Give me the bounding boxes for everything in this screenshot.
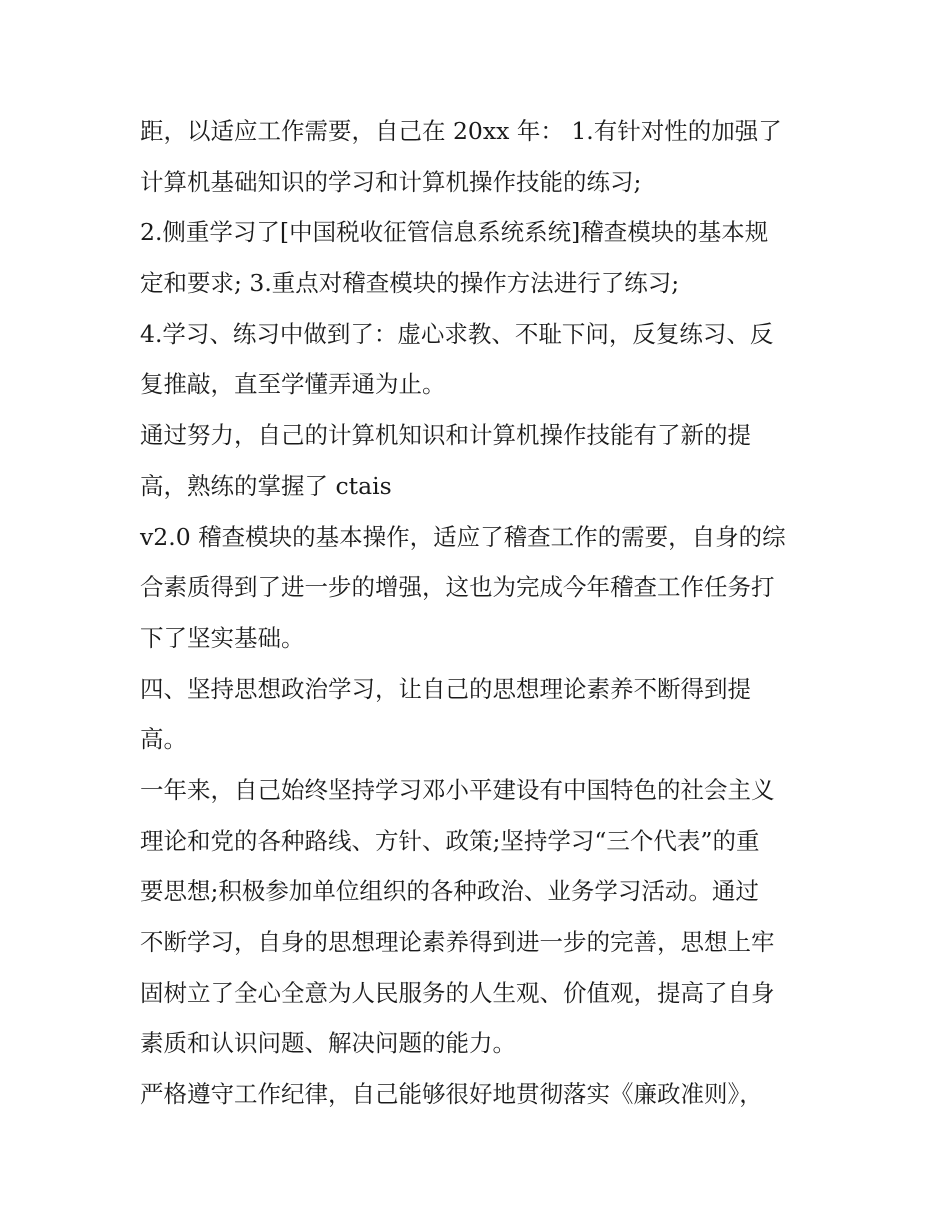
text-line: 理论和党的各种路线、方针、政策;坚持学习“三个代表”的重 <box>140 826 760 855</box>
text-line: 2.侧重学习了[中国税收征管信息系统系统]稽查模块的基本规 <box>140 218 769 247</box>
text-line: 下了坚实基础。 <box>140 623 305 652</box>
text-line: 合素质得到了进一步的增强，这也为完成今年稽查工作任务打 <box>140 573 775 602</box>
text-line: 距，以适应工作需要，自己在 20xx 年： 1.有针对性的加强了 <box>140 117 782 145</box>
section-heading-line: 高。 <box>140 725 187 754</box>
text-line: 素质和认识问题、解决问题的能力。 <box>140 1029 516 1058</box>
text-line: v2.0 稽查模块的基本操作，适应了稽查工作的需要，自身的综 <box>140 522 786 551</box>
text-line: 通过努力，自己的计算机知识和计算机操作技能有了新的提 <box>140 421 751 450</box>
text-line: 计算机基础知识的学习和计算机操作技能的练习; <box>140 167 642 196</box>
text-line: 一年来，自己始终坚持学习邓小平建设有中国特色的社会主义 <box>140 775 775 804</box>
body-text <box>140 106 820 1120</box>
section-heading-line: 四、坚持思想政治学习，让自己的思想理论素养不断得到提 <box>140 674 751 703</box>
text-line: 定和要求; 3.重点对稽查模块的操作方法进行了练习; <box>140 269 680 298</box>
text-line: 固树立了全心全意为人民服务的人生观、价值观，提高了自身 <box>140 978 775 1007</box>
text-line: 严格遵守工作纪律，自己能够很好地贯彻落实《廉政准则》， <box>140 1080 763 1109</box>
text-line: 4.学习、练习中做到了：虚心求教、不耻下问，反复练习、反 <box>140 319 774 348</box>
text-line: 高，熟练的掌握了 ctais <box>140 471 392 500</box>
text-line: 不断学习，自身的思想理论素养得到进一步的完善，思想上牢 <box>140 928 775 956</box>
text-line: 要思想;积极参加单位组织的各种政治、业务学习活动。通过 <box>140 877 759 906</box>
text-line: 复推敲，直至学懂弄通为止。 <box>140 370 446 399</box>
